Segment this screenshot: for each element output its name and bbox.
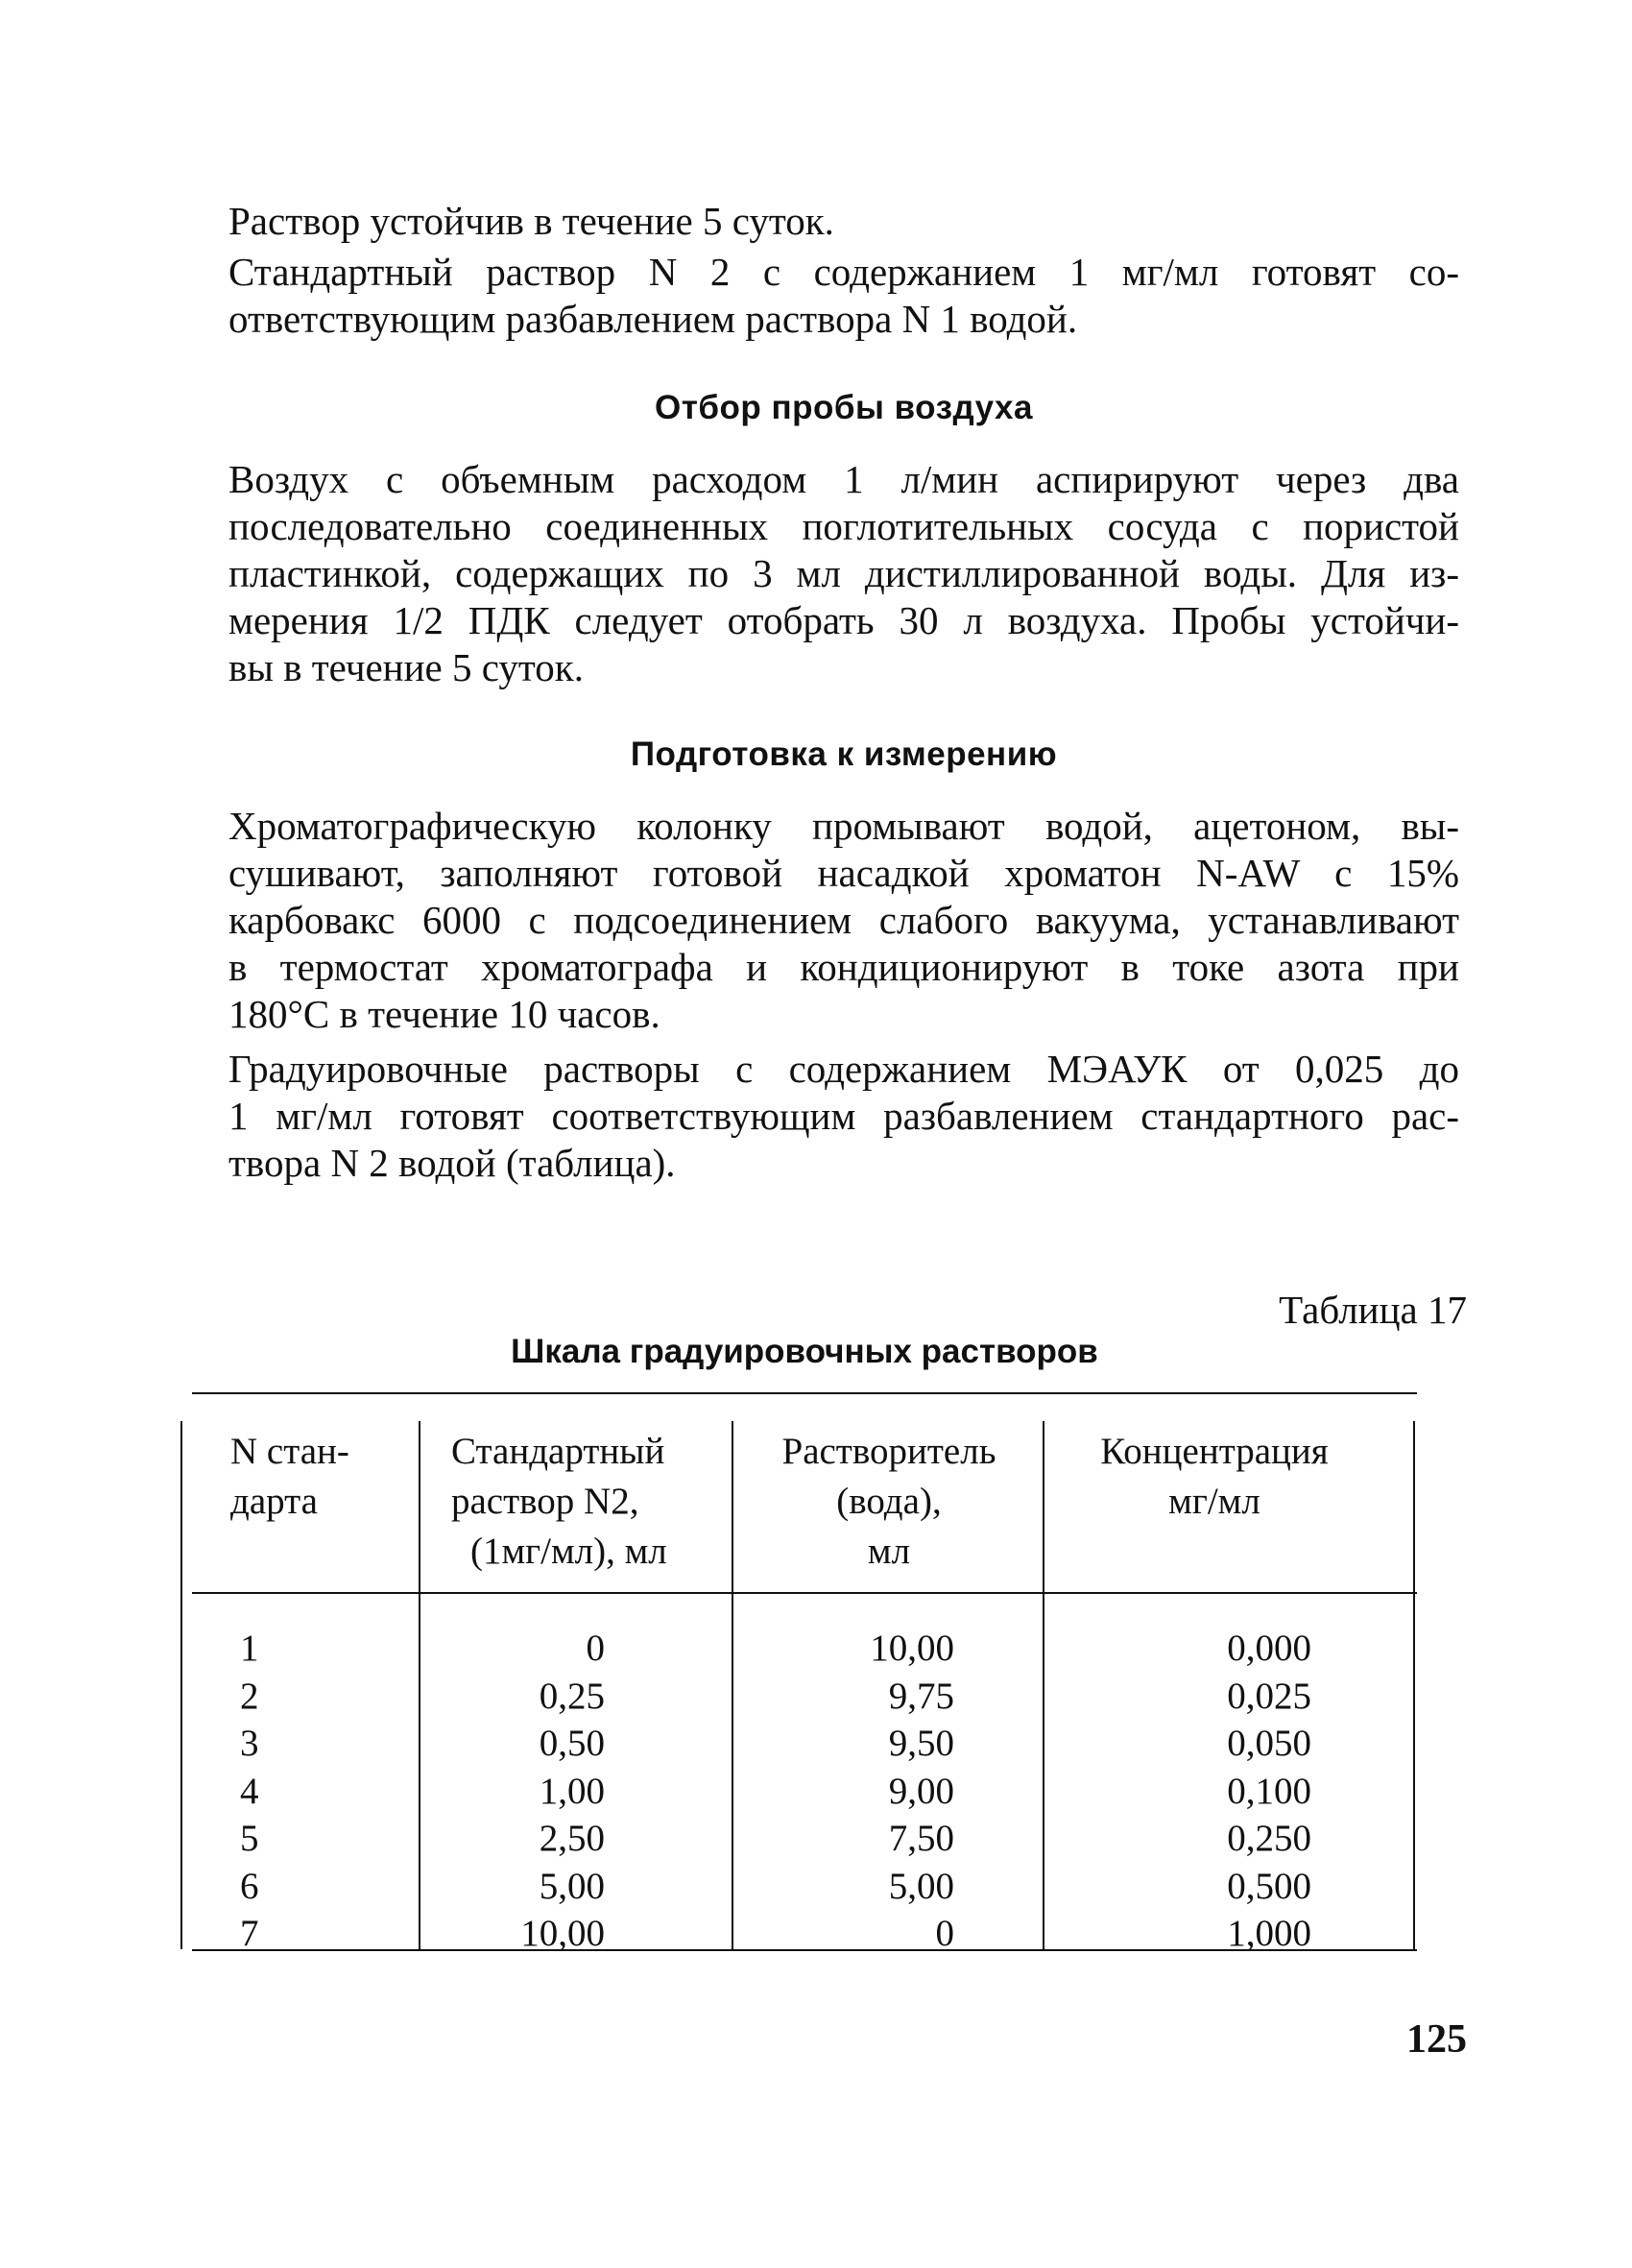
header-line: мл bbox=[867, 1531, 911, 1572]
calibration-table bbox=[192, 1392, 1417, 1954]
table-cell: 1 bbox=[240, 1628, 259, 1669]
table-border-right bbox=[1413, 1421, 1415, 1949]
table-cell: 0 bbox=[586, 1628, 605, 1669]
table-cell: 7 bbox=[240, 1913, 259, 1954]
header-line: Концентрация bbox=[1100, 1431, 1329, 1472]
text-line: ответствующим разбавлением раствора N 1 водой. bbox=[228, 297, 1078, 341]
table-cell: 0,100 bbox=[1227, 1770, 1311, 1812]
table-header-cell bbox=[451, 1427, 667, 1577]
table-cell: 2 bbox=[240, 1675, 259, 1717]
table-cell: 9,00 bbox=[888, 1770, 954, 1812]
text-line: мерения 1/2 ПДК следует отобрать 30 л воздуха. Пробы устойчи- bbox=[228, 598, 1459, 642]
section-heading-air-sampling: Отбор пробы воздуха bbox=[655, 389, 1033, 426]
table-cell: 5,00 bbox=[539, 1865, 605, 1907]
table-cell: 9,50 bbox=[888, 1723, 954, 1764]
table-cell: 1,00 bbox=[539, 1770, 605, 1812]
text-line: сушивают, заполняют готовой насадкой хроматон N-AW с 15% bbox=[228, 851, 1459, 895]
table-cell: 0,50 bbox=[539, 1723, 605, 1764]
text-line: Градуировочные растворы с содержанием МЭАУК от 0,025 до bbox=[228, 1047, 1459, 1091]
table-body bbox=[192, 1394, 1417, 1954]
paragraph-air-sampling bbox=[228, 456, 1459, 691]
table-title: Шкала градуировочных растворов bbox=[511, 1333, 1098, 1370]
table-cell: 9,75 bbox=[888, 1675, 954, 1717]
table-cell: 0,025 bbox=[1227, 1675, 1311, 1717]
table-header-cell bbox=[230, 1427, 349, 1527]
table-cell: 5,00 bbox=[888, 1865, 954, 1907]
text-line: Воздух с объемным расходом 1 л/мин аспирируют через два bbox=[228, 457, 1459, 501]
paragraph-solution-stability bbox=[228, 198, 1459, 245]
page-number: 125 bbox=[1406, 2017, 1467, 2062]
text-line: Раствор устойчив в течение 5 суток. bbox=[228, 199, 834, 243]
table-cell: 0,25 bbox=[539, 1675, 605, 1717]
table-cell: 0,250 bbox=[1227, 1818, 1311, 1859]
text-line: 180°С в течение 10 часов. bbox=[228, 992, 660, 1036]
table-cell: 6 bbox=[240, 1865, 259, 1907]
table-header-cell bbox=[1075, 1427, 1354, 1527]
text-line: Стандартный раствор N 2 с содержанием 1 мг/мл готовят со- bbox=[228, 250, 1459, 294]
table-border-left bbox=[180, 1421, 182, 1949]
header-line: Растворитель bbox=[781, 1431, 996, 1472]
table-number: Таблица 17 bbox=[1279, 1288, 1467, 1332]
paragraph-standard-solution-2 bbox=[228, 249, 1459, 343]
table-header-cell bbox=[764, 1427, 1014, 1577]
table-cell: 0 bbox=[935, 1913, 954, 1954]
table-cell: 0,500 bbox=[1227, 1865, 1311, 1907]
table-cell: 10,00 bbox=[520, 1913, 605, 1954]
text-line: карбовакс 6000 с подсоединением слабого вакуума, устанавливают bbox=[228, 898, 1459, 942]
header-line: дарта bbox=[230, 1481, 318, 1522]
header-line: Стандартный bbox=[451, 1431, 665, 1472]
table-cell: 5 bbox=[240, 1818, 259, 1859]
table-cell: 0,000 bbox=[1227, 1628, 1311, 1669]
header-line: раствор N2, bbox=[451, 1481, 639, 1522]
column-divider bbox=[419, 1421, 420, 1949]
header-line: (1мг/мл), мл bbox=[470, 1531, 667, 1572]
text-line: твора N 2 водой (таблица). bbox=[228, 1141, 676, 1185]
header-line: N стан- bbox=[230, 1431, 349, 1472]
section-heading-measurement-prep: Подготовка к измерению bbox=[630, 736, 1058, 773]
text-line: последовательно соединенных поглотительных сосуда с пористой bbox=[228, 504, 1459, 548]
table-cell: 10,00 bbox=[870, 1628, 954, 1669]
header-rule bbox=[192, 1592, 1417, 1594]
text-line: 1 мг/мл готовят соответствующим разбавлением стандартного рас- bbox=[228, 1094, 1459, 1138]
column-divider bbox=[732, 1421, 733, 1949]
text-line: вы в течение 5 суток. bbox=[228, 645, 584, 689]
table-cell: 7,50 bbox=[888, 1818, 954, 1859]
table-cell: 2,50 bbox=[539, 1818, 605, 1859]
header-line: мг/мл bbox=[1168, 1481, 1260, 1522]
column-divider bbox=[1043, 1421, 1044, 1949]
text-line: пластинкой, содержащих по 3 мл дистиллированной воды. Для из- bbox=[228, 551, 1459, 595]
page-body bbox=[228, 198, 1459, 1187]
table-cell: 1,000 bbox=[1227, 1913, 1311, 1954]
paragraph-column-preparation bbox=[228, 803, 1459, 1038]
text-line: Хроматографическую колонку промывают водой, ацетоном, вы- bbox=[228, 804, 1459, 848]
table-cell: 0,050 bbox=[1227, 1723, 1311, 1764]
table-cell: 3 bbox=[240, 1723, 259, 1764]
text-line: в термостат хроматографа и кондиционируют в токе азота при bbox=[228, 945, 1459, 989]
paragraph-calibration-solutions bbox=[228, 1046, 1459, 1187]
header-line: (вода), bbox=[836, 1481, 942, 1522]
table-cell: 4 bbox=[240, 1770, 259, 1812]
